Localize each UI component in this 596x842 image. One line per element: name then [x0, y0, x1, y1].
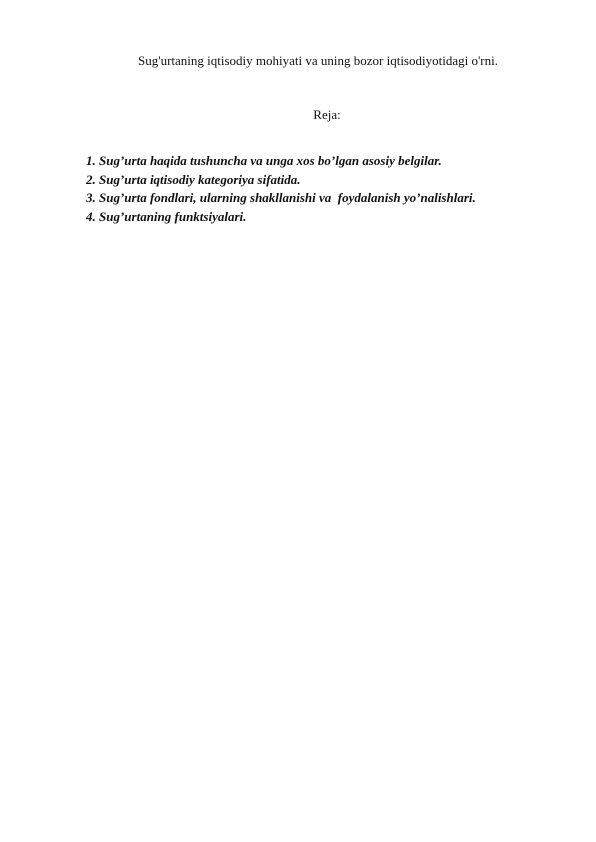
plan-item-4: 4. Sug’urtaning funktsiyalari. [86, 208, 247, 224]
plan-item-2: 2. Sug’urta iqtisodiy kategoriya sifatida. [86, 171, 301, 187]
plan-heading: Reja: [313, 107, 341, 122]
plan-item-3: 3. Sug’urta fondlari, ularning shakllanishi va foydalanish yo’nalishlari. [86, 190, 476, 205]
plan-list [86, 152, 476, 226]
plan-item-1: 1. Sug’urta haqida tushuncha va unga xos bo’lgan asosiy belgilar. [86, 153, 442, 168]
document-title: Sug'urtaning iqtisodiy mohiyati va uning bozor iqtisodiyotidagi o'rni. [138, 53, 498, 68]
